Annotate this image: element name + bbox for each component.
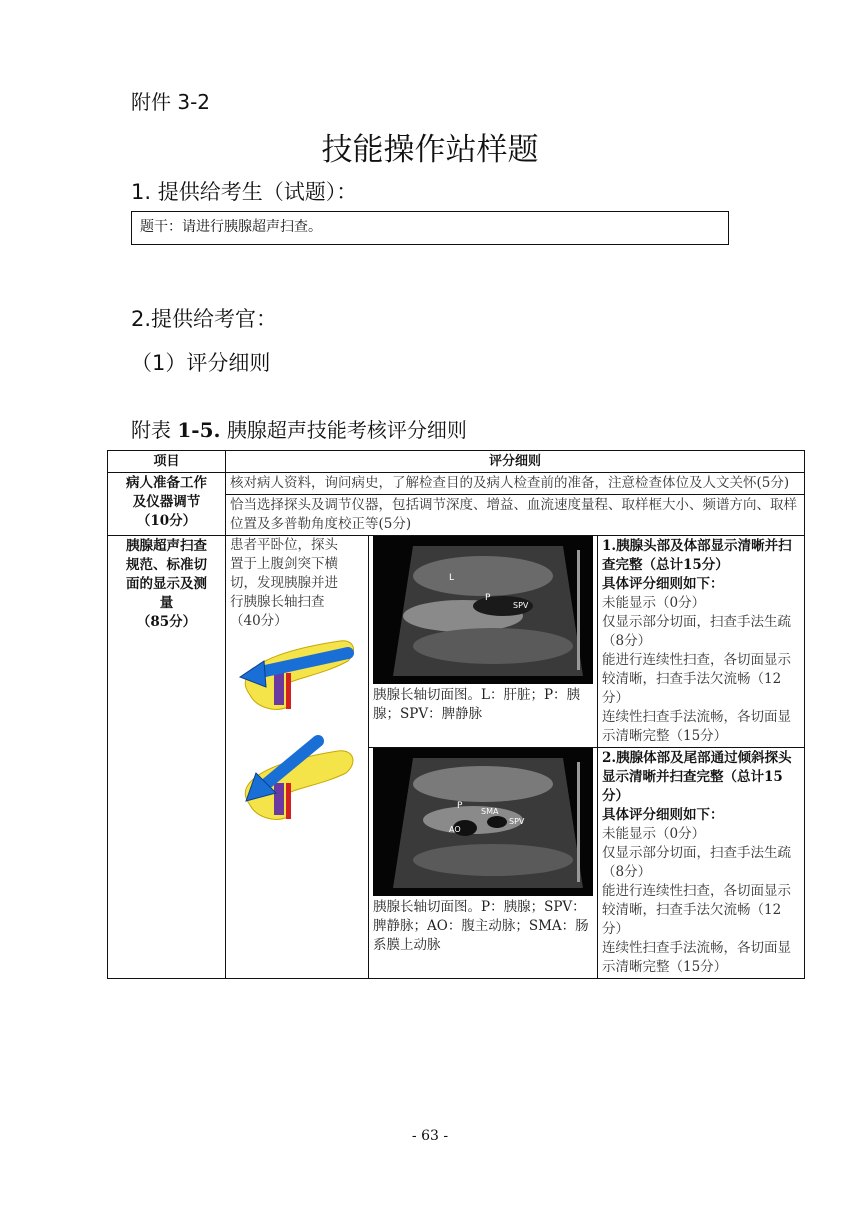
table-caption-text: 胰腺超声技能考核评分细则 bbox=[220, 418, 467, 442]
us1-label-spv: SPV bbox=[513, 601, 529, 610]
us1-label-l: L bbox=[449, 573, 455, 583]
row1-item-line: 及仪器调节 bbox=[132, 494, 201, 510]
table-caption-prefix: 附表 bbox=[131, 418, 178, 442]
pancreas-diagram-1 bbox=[230, 633, 360, 713]
ultrasound-caption-2: 胰腺长轴切面图。P：胰腺；SPV：脾静脉；AO：腹主动脉；SMA：肠系膜上动脉 bbox=[373, 899, 589, 953]
score1-line: 能进行连续性扫查，各切面显示较清晰，扫查手法欠流畅（12分） bbox=[602, 652, 791, 706]
row2-item-line: 量 bbox=[159, 595, 174, 611]
section2-heading: 2.提供给考官： bbox=[131, 307, 278, 331]
row1-item-line: （10分） bbox=[136, 513, 197, 529]
page-number: - 63 - bbox=[411, 1128, 449, 1144]
score1-line: 连续性扫查手法流畅，各切面显示清晰完整（15分） bbox=[602, 709, 791, 744]
row1-detail-a: 核对病人资料，询问病史，了解检查目的及病人检查前的准备，注意检查体位及人文关怀(5分) bbox=[226, 473, 805, 495]
position-line: （40分） bbox=[230, 613, 288, 629]
us2-label-spv: SPV bbox=[509, 817, 525, 826]
position-line: 置于上腹剑突下横 bbox=[230, 556, 338, 572]
section1-heading: 1. 提供给考生（试题）： bbox=[131, 180, 358, 204]
table-caption-number: 1-5. bbox=[177, 418, 221, 442]
page-title: 技能操作站样题 bbox=[321, 132, 539, 168]
row1-item-line: 病人准备工作 bbox=[126, 475, 207, 491]
ultrasound-image-1 bbox=[373, 536, 593, 684]
row2-item-line: 面的显示及测 bbox=[126, 576, 207, 592]
table-row bbox=[108, 473, 805, 495]
row2-item-line: 规范、标准切 bbox=[126, 557, 207, 573]
question-stem-box bbox=[131, 211, 729, 245]
score2-line: 未能显示（0分） bbox=[602, 826, 706, 842]
score-cell-2 bbox=[598, 748, 805, 979]
us2-label-sma: SMA bbox=[481, 807, 499, 816]
scoring-table bbox=[107, 450, 805, 979]
score2-title: 2.胰腺体部及尾部通过倾斜探头显示清晰并扫查完整（总计15分） bbox=[602, 750, 792, 804]
score2-line: 连续性扫查手法流畅，各切面显示清晰完整（15分） bbox=[602, 940, 791, 975]
us1-label-p: P bbox=[485, 593, 491, 603]
section2-subheading: （1）评分细则 bbox=[131, 351, 271, 375]
row1-detail-b: 恰当选择探头及调节仪器，包括调节深度、增益、血流速度量程、取样框大小、频谱方向、取样位置及多普勒角度校正等(5分) bbox=[226, 495, 805, 536]
question-stem: 题干：请进行胰腺超声扫查。 bbox=[140, 219, 322, 235]
row2-item-line: （85分） bbox=[136, 614, 197, 630]
pancreas-diagram-2 bbox=[230, 735, 360, 825]
us2-label-ao: AO bbox=[449, 825, 461, 834]
ultrasound-cell-2 bbox=[369, 748, 598, 979]
position-line: 行胰腺长轴扫查 bbox=[230, 594, 325, 610]
annex-label: 附件 3-2 bbox=[131, 90, 211, 114]
score1-line: 未能显示（0分） bbox=[602, 595, 706, 611]
row2-item-line: 胰腺超声扫查 bbox=[126, 538, 207, 554]
row1-item bbox=[108, 473, 226, 536]
header-detail: 评分细则 bbox=[226, 451, 805, 473]
score-cell-1 bbox=[598, 536, 805, 748]
position-line: 患者平卧位，探头 bbox=[230, 537, 338, 553]
us2-label-p: P bbox=[457, 801, 463, 811]
ultrasound-cell-1 bbox=[369, 536, 598, 748]
header-item: 项目 bbox=[108, 451, 226, 473]
row2-position bbox=[226, 536, 369, 979]
score2-line: 仅显示部分切面，扫查手法生疏（8分） bbox=[602, 845, 791, 880]
position-line: 切，发现胰腺并进 bbox=[230, 575, 338, 591]
score2-intro: 具体评分细则如下： bbox=[602, 807, 724, 823]
score1-intro: 具体评分细则如下： bbox=[602, 576, 724, 592]
row2-item bbox=[108, 536, 226, 979]
ultrasound-caption-1: 胰腺长轴切面图。L：肝脏；P：胰腺；SPV：脾静脉 bbox=[373, 687, 581, 722]
score2-line: 能进行连续性扫查，各切面显示较清晰，扫查手法欠流畅（12分） bbox=[602, 883, 791, 937]
table-row bbox=[108, 536, 805, 748]
score1-title: 1.胰腺头部及体部显示清晰并扫查完整（总计15分） bbox=[602, 538, 792, 573]
ultrasound-image-2 bbox=[373, 748, 593, 896]
table-header-row bbox=[108, 451, 805, 473]
score1-line: 仅显示部分切面，扫查手法生疏（8分） bbox=[602, 614, 791, 649]
table-caption bbox=[131, 414, 467, 443]
